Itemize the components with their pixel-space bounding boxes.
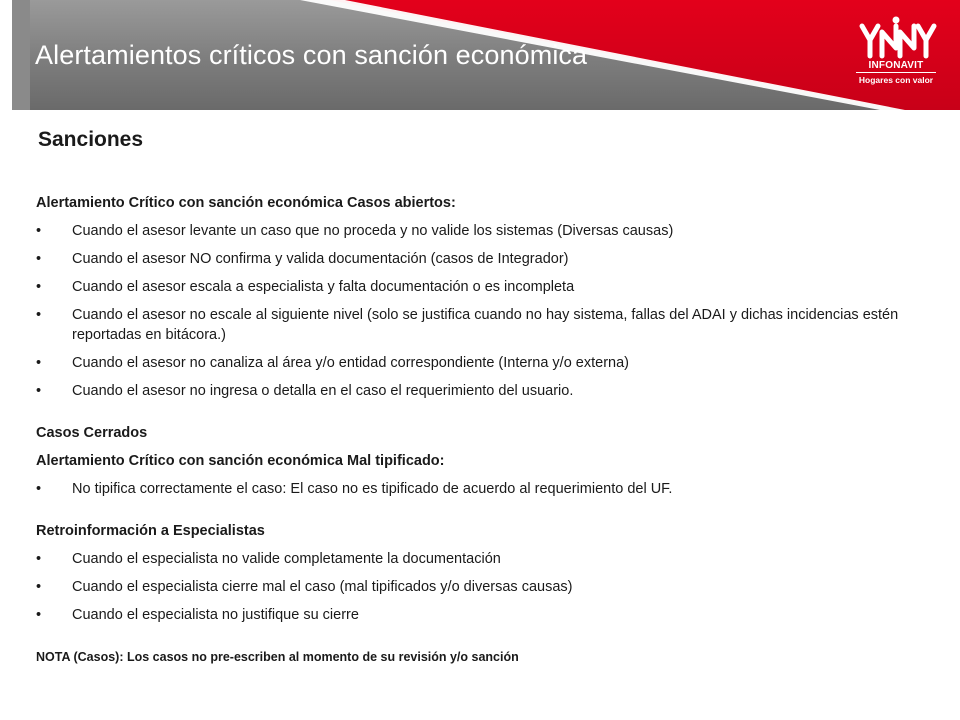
logo-brand-text: INFONAVIT — [868, 60, 924, 71]
casos-cerrados-subheading: Alertamiento Crítico con sanción económica Mal tipificado: — [36, 453, 445, 469]
retroinformacion-heading: Retroinformación a Especialistas — [36, 523, 265, 539]
list-item: • Cuando el especialista no valide completamente la documentación — [36, 549, 926, 569]
section-title: Sanciones — [38, 128, 144, 151]
page-title: Alertamientos críticos con sanción económica — [35, 40, 588, 70]
list-item: • Cuando el asesor no escale al siguiente nivel (solo se justifica cuando no hay sistema, fallas del ADAI y dichas incidencias estén reportadas en bitácora.) — [36, 305, 926, 345]
content-body — [36, 193, 926, 667]
logo-tagline: Hogares con valor — [858, 75, 934, 85]
logo-divider — [856, 72, 936, 73]
list-item: • Cuando el asesor no canaliza al área y/o entidad correspondiente (Interna y/o externa) — [36, 353, 926, 373]
casos-cerrados-heading: Casos Cerrados — [36, 425, 148, 441]
list-item: • Cuando el asesor no ingresa o detalla en el caso el requerimiento del usuario. — [36, 381, 926, 401]
list-item: • Cuando el especialista cierre mal el caso (mal tipificados y/o diversas causas) — [36, 577, 926, 597]
retroinformacion-list — [36, 549, 926, 625]
casos-cerrados-list — [36, 479, 926, 499]
list-item: • Cuando el asesor levante un caso que no proceda y no valide los sistemas (Diversas causas) — [36, 221, 926, 241]
list-item: • No tipifica correctamente el caso: El caso no es tipificado de acuerdo al requerimiento del UF. — [36, 479, 926, 499]
casos-abiertos-list — [36, 221, 926, 401]
list-item: • Cuando el especialista no justifique su cierre — [36, 605, 926, 625]
list-item: • Cuando el asesor escala a especialista y falta documentación o es incompleta — [36, 277, 926, 297]
list-item: • Cuando el asesor NO confirma y valida documentación (casos de Integrador) — [36, 249, 926, 269]
casos-abiertos-heading: Alertamiento Crítico con sanción económica Casos abiertos: — [36, 195, 456, 211]
nota-text: NOTA (Casos): Los casos no pre-escriben al momento de su revisión y/o sanción — [36, 650, 519, 664]
